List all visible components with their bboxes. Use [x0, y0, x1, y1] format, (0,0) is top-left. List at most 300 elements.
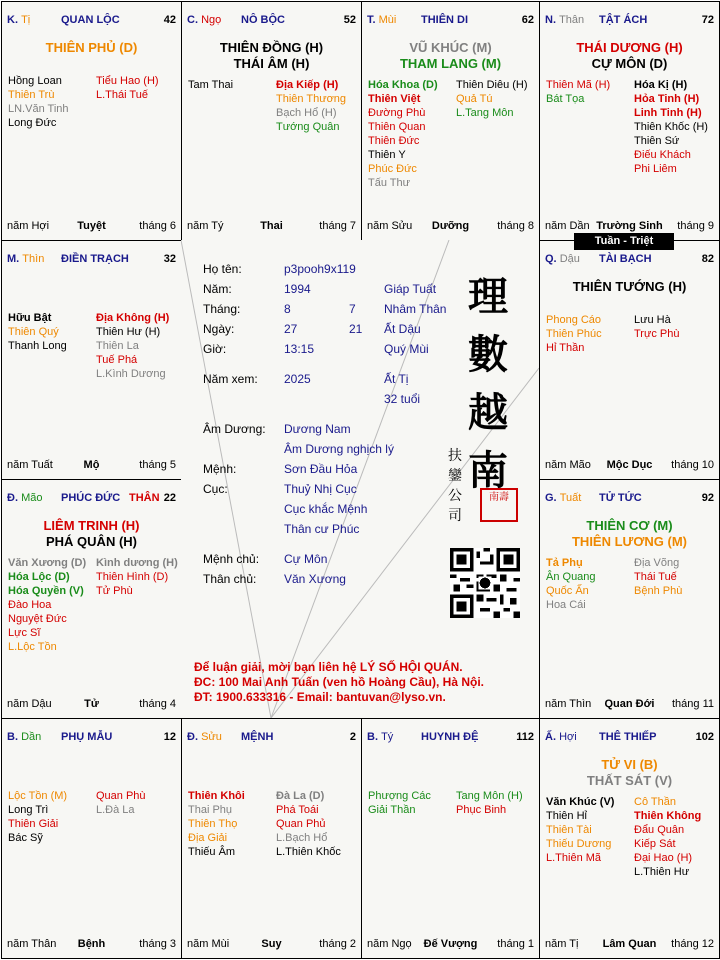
minor-star: Thiên Việt	[368, 93, 421, 105]
ngay-label: Ngày:	[203, 322, 235, 336]
amduong-label: Âm Dương:	[203, 422, 266, 436]
minor-star: Quốc Ấn	[546, 585, 589, 597]
minor-star: Ân Quang	[546, 571, 596, 583]
branch-label	[545, 253, 580, 265]
palace-tu-tuc[interactable]	[539, 479, 720, 719]
main-stars	[2, 40, 181, 56]
cuc-value: Thuỷ Nhị Cục	[284, 482, 357, 496]
palace-name: PHỤ MẪU	[61, 731, 113, 743]
thang-value: 8	[284, 302, 291, 316]
minor-star: Thiên Phúc	[546, 328, 602, 340]
minor-star: Thiếu Âm	[188, 846, 236, 858]
minor-star: Hỏa Tinh (H)	[634, 93, 700, 105]
menhchu-value: Cự Môn	[284, 552, 328, 566]
palace-footer	[7, 938, 176, 952]
ho-ten-value: p3pooh9x119	[284, 262, 356, 276]
branch-label	[545, 492, 581, 504]
minor-star: Phượng Các	[368, 790, 431, 802]
minor-star: Quan Phủ	[276, 818, 326, 830]
life-stage: Dưỡng	[431, 220, 470, 232]
main-stars	[540, 279, 719, 295]
minor-star: Thiên Khốc (H)	[634, 121, 708, 133]
thang-can-chi: Nhâm Thân	[384, 302, 447, 316]
thang-am-value: 7	[349, 302, 356, 316]
minor-star: Hữu Bật	[8, 312, 52, 324]
minor-star: L.Thiên Hư	[634, 866, 690, 878]
cuc-label: Cục:	[203, 482, 228, 496]
minor-star: Thiên Quan	[368, 121, 426, 133]
tuan-triet-marker: Tuần - Triệt	[574, 233, 674, 250]
seal-text: 南壽	[489, 492, 509, 503]
minor-star: L.Lộc Tồn	[8, 641, 57, 653]
minor-star: Quả Tú	[456, 93, 493, 105]
palace-name: QUAN LỘC	[61, 14, 120, 26]
minor-star: Nguyệt Đức	[8, 613, 67, 625]
minor-stars-left	[8, 789, 67, 845]
life-stage: Quan Đới	[604, 698, 655, 710]
palace-footer	[7, 220, 176, 234]
than-marker: THÂN	[129, 492, 160, 504]
namxem-label: Năm xem:	[203, 372, 258, 386]
branch-label	[7, 492, 42, 504]
branch-label	[7, 14, 30, 26]
month-label: tháng 5	[139, 459, 176, 471]
minor-stars-right	[456, 789, 523, 817]
year-label: năm Mùi	[187, 938, 230, 950]
menh-value: Sơn Đầu Hỏa	[284, 462, 358, 476]
main-star: THIÊN PHỦ (D)	[45, 40, 138, 55]
palace-header	[7, 731, 176, 747]
palace-header	[545, 492, 714, 508]
minor-star: Phúc Đức	[368, 163, 417, 175]
minor-star: L.Thiên Khốc	[276, 846, 341, 858]
branch-element: Mão	[21, 492, 43, 504]
main-star: THÁI DƯƠNG (H)	[576, 40, 683, 55]
branch-code: M.	[7, 253, 20, 265]
nam-value: 1994	[284, 282, 311, 296]
minor-star: Thiên Thọ	[188, 818, 238, 830]
minor-star: Thiên Y	[368, 149, 406, 161]
month-label: tháng 4	[139, 698, 176, 710]
menhchu-label: Mệnh chủ:	[203, 552, 260, 566]
branch-element: Dậu	[559, 253, 580, 265]
minor-star: LN.Văn Tinh	[8, 103, 69, 115]
branch-label	[7, 253, 44, 265]
palace-number: 112	[516, 731, 534, 743]
branch-label	[187, 731, 222, 743]
main-star: THAM LANG (M)	[399, 56, 502, 71]
palace-header	[7, 253, 176, 269]
palace-footer	[545, 459, 714, 473]
minor-star: Trực Phù	[634, 328, 680, 340]
month-label: tháng 3	[139, 938, 176, 950]
minor-star: Văn Xương (D)	[8, 557, 87, 569]
contact-phone-email: ĐT: 1900.633316 - Email: bantuvan@lyso.vn.	[194, 690, 446, 704]
minor-star: Thiên Thương	[276, 93, 347, 105]
minor-star: Bát Tọa	[546, 93, 585, 105]
palace-quan-loc[interactable]	[1, 1, 182, 241]
minor-star: Phi Liêm	[634, 163, 677, 175]
palace-footer	[545, 698, 714, 712]
branch-element: Tuất	[559, 492, 582, 504]
month-label: tháng 8	[497, 220, 534, 232]
year-label: năm Mão	[545, 459, 591, 471]
minor-star: Hồng Loan	[8, 75, 62, 87]
minor-star: Thiên Đức	[368, 135, 420, 147]
contact-address: ĐC: 100 Mai Anh Tuấn (ven hồ Hoàng Cầu), Hà Nội.	[194, 675, 485, 689]
minor-stars-right	[634, 556, 682, 598]
main-stars	[362, 40, 539, 72]
life-stage: Suy	[261, 938, 282, 950]
palace-no-boc[interactable]	[181, 1, 362, 241]
month-label: tháng 1	[497, 938, 534, 950]
minor-stars-right	[96, 556, 178, 598]
branch-code: B.	[7, 731, 18, 743]
main-star: VŨ KHÚC (M)	[409, 40, 492, 55]
palace-phu-mau[interactable]	[1, 718, 182, 959]
menh-label: Mệnh:	[203, 462, 237, 476]
year-label: năm Thìn	[545, 698, 592, 710]
minor-star: Phục Binh	[456, 804, 507, 816]
branch-element: Sửu	[201, 731, 222, 743]
year-label: năm Tý	[187, 220, 224, 232]
minor-star: Địa Không (H)	[96, 312, 170, 324]
branch-element: Hợi	[559, 731, 577, 743]
year-label: năm Tuất	[7, 459, 53, 471]
minor-star: Thiên Khôi	[188, 790, 245, 802]
life-stage: Đế Vượng	[423, 938, 478, 950]
branch-code: Ấ.	[545, 731, 556, 743]
palace-number: 82	[701, 253, 714, 265]
branch-element: Thìn	[22, 253, 45, 265]
life-stage: Trường Sinh	[596, 220, 663, 232]
minor-stars-left	[546, 313, 602, 355]
minor-star: Thiên Quý	[8, 326, 59, 338]
life-stage: Mộ	[83, 459, 100, 471]
life-stage: Mộc Dục	[606, 459, 653, 471]
palace-header	[545, 253, 714, 269]
palace-name: MỆNH	[241, 731, 274, 743]
month-label: tháng 12	[671, 938, 714, 950]
minor-star: Phá Toái	[276, 804, 319, 816]
nam-label: Năm:	[203, 282, 232, 296]
main-star: THIÊN CƠ (M)	[586, 518, 673, 533]
year-label: năm Tị	[545, 938, 579, 950]
palace-footer	[545, 938, 714, 952]
minor-star: Hóa Khoa (D)	[368, 79, 438, 91]
main-star: PHÁ QUÂN (H)	[46, 534, 137, 549]
minor-star: Tuế Phá	[96, 354, 138, 366]
palace-footer	[187, 938, 356, 952]
palace-footer	[187, 220, 356, 234]
palace-number: 102	[695, 731, 714, 743]
palace-header	[187, 731, 356, 747]
branch-element: Dần	[21, 731, 42, 743]
palace-name: PHÚC ĐỨC	[61, 492, 121, 504]
gio-label: Giờ:	[203, 342, 227, 356]
year-label: năm Dậu	[7, 698, 52, 710]
minor-star: L.Thái Tuế	[96, 89, 148, 101]
palace-header	[187, 14, 356, 30]
palace-header	[7, 14, 176, 30]
logo-big-text: 理數越南	[468, 273, 508, 494]
branch-element: Thân	[559, 14, 585, 26]
minor-stars-left	[546, 556, 596, 612]
minor-star: Thiên La	[96, 340, 139, 352]
minor-star: L.Tang Môn	[456, 107, 514, 119]
palace-phuc-duc[interactable]	[1, 479, 182, 719]
minor-stars-right	[96, 789, 146, 817]
year-label: năm Sửu	[367, 220, 413, 232]
main-star: CỰ MÔN (D)	[591, 56, 668, 71]
minor-star: Thiên Trù	[8, 89, 55, 101]
gio-value: 13:15	[284, 342, 315, 356]
minor-star: Tả Phụ	[546, 557, 583, 569]
palace-the-thiep[interactable]	[539, 718, 720, 959]
month-label: tháng 7	[319, 220, 356, 232]
palace-name: THÊ THIẾP	[599, 731, 657, 743]
minor-stars-left	[188, 789, 245, 859]
ngay-can-chi: Ất Dậu	[384, 322, 421, 336]
branch-label	[367, 731, 393, 743]
minor-star: Thiên Hỉ	[546, 810, 587, 822]
palace-number: 62	[521, 14, 534, 26]
main-star: TỬ VI (B)	[601, 757, 658, 772]
branch-element: Ngọ	[201, 14, 222, 26]
month-label: tháng 9	[677, 220, 714, 232]
minor-stars-right	[634, 795, 701, 879]
palace-footer	[367, 220, 534, 234]
minor-star: Thiếu Dương	[546, 838, 612, 850]
minor-stars-left	[8, 556, 86, 654]
minor-star: L.Đà La	[96, 804, 135, 816]
month-label: tháng 11	[671, 698, 714, 710]
minor-star: Địa Kiếp (H)	[276, 79, 339, 91]
minor-star: Thanh Long	[8, 340, 67, 352]
branch-label	[545, 14, 584, 26]
branch-code: Q.	[545, 253, 557, 265]
minor-star: Thiên Hình (D)	[96, 571, 169, 583]
qr-code-icon[interactable]	[450, 548, 520, 618]
branch-element: Tý	[381, 731, 394, 743]
tuoi-value: 32 tuổi	[384, 392, 421, 406]
minor-star: Tang Môn (H)	[456, 790, 523, 802]
minor-star: Đường Phù	[368, 107, 426, 119]
minor-star: Thai Phụ	[188, 804, 233, 816]
minor-star: Kình dương (H)	[96, 557, 178, 569]
minor-star: Thiên Tài	[546, 824, 592, 836]
red-seal-stamp	[480, 488, 518, 522]
ngay-value: 27	[284, 322, 298, 336]
minor-star: Phong Cáo	[546, 314, 602, 326]
contact-line-1: Để luận giải, mời bạn liên hệ LÝ SỐ HỘI QUÁN.	[194, 660, 463, 674]
minor-star: Long Trì	[8, 804, 49, 816]
minor-star: Địa Giải	[188, 832, 228, 844]
branch-code: T.	[367, 14, 376, 26]
branch-label	[367, 14, 396, 26]
minor-star: Điếu Khách	[634, 149, 691, 161]
palace-name: NÔ BỘC	[241, 14, 285, 26]
minor-star: Hóa Lộc (D)	[8, 571, 70, 583]
life-stage: Bệnh	[77, 938, 106, 950]
main-star: THIÊN ĐỒNG (H)	[219, 40, 324, 55]
palace-tat-ach[interactable]	[539, 1, 720, 241]
minor-star: Đẩu Quân	[634, 824, 685, 836]
branch-code: G.	[545, 492, 557, 504]
minor-star: Đào Hoa	[8, 599, 52, 611]
minor-star: Long Đức	[8, 117, 57, 129]
minor-stars-right	[276, 78, 346, 134]
palace-dien-trach[interactable]	[1, 240, 182, 480]
gio-can-chi: Quý Mùi	[384, 342, 429, 356]
main-star: THẤT SÁT (V)	[586, 773, 673, 788]
main-star: LIÊM TRINH (H)	[43, 518, 140, 533]
palace-name: HUYNH ĐỆ	[421, 731, 479, 743]
palace-name: THIÊN DI	[421, 14, 469, 26]
minor-stars-right	[96, 311, 169, 381]
minor-stars-right	[634, 78, 708, 176]
palace-huynh-de[interactable]	[361, 718, 540, 959]
minor-star: L.Thiên Mã	[546, 852, 602, 864]
palace-menh[interactable]	[181, 718, 362, 959]
minor-stars-right	[276, 789, 341, 859]
minor-star: Thiên Mã (H)	[546, 79, 611, 91]
month-label: tháng 6	[139, 220, 176, 232]
minor-star: Bác Sỹ	[8, 832, 43, 844]
minor-star: Lộc Tồn (M)	[8, 790, 68, 802]
minor-star: Hóa Kị (H)	[634, 79, 688, 91]
ngay-am-value: 21	[349, 322, 363, 336]
main-star: THIÊN TƯỚNG (H)	[572, 279, 687, 294]
minor-star: Bệnh Phù	[634, 585, 683, 597]
branch-label	[187, 14, 221, 26]
palace-header	[7, 492, 176, 508]
palace-number: 52	[343, 14, 356, 26]
minor-stars-left	[8, 74, 69, 130]
branch-element: Tị	[21, 14, 31, 26]
minor-star: Hóa Quyền (V)	[8, 585, 84, 597]
minor-star: Địa Võng	[634, 557, 680, 569]
minor-star: Tiểu Hao (H)	[96, 75, 159, 87]
minor-star: Thái Tuế	[634, 571, 677, 583]
cuc-note-2: Thân cư Phúc	[284, 522, 360, 536]
palace-number: 22	[163, 492, 176, 504]
minor-stars-left	[188, 78, 233, 92]
namxem-value: 2025	[284, 372, 311, 386]
main-star: THÁI ÂM (H)	[233, 56, 310, 71]
palace-tai-bach[interactable]	[539, 240, 720, 480]
main-stars	[182, 40, 361, 72]
minor-stars-left	[546, 795, 614, 865]
minor-star: Lưu Hà	[634, 314, 671, 326]
minor-star: Kiếp Sát	[634, 838, 676, 850]
minor-star: Thiên Sứ	[634, 135, 680, 147]
minor-stars-left	[368, 78, 438, 190]
minor-stars-right	[96, 74, 159, 102]
ho-ten-label: Họ tên:	[203, 262, 242, 276]
palace-number: 92	[701, 492, 714, 504]
amduong-note: Âm Dương nghịch lý	[284, 442, 394, 456]
thanchu-value: Văn Xương	[284, 572, 346, 586]
year-label: năm Hợi	[7, 220, 50, 232]
palace-number: 2	[349, 731, 356, 743]
palace-footer	[545, 220, 714, 234]
palace-name: TÀI BẠCH	[599, 253, 652, 265]
palace-number: 72	[701, 14, 714, 26]
life-stage: Tử	[84, 698, 99, 710]
minor-star: Linh Tinh (H)	[634, 107, 702, 119]
palace-name: TỬ TỨC	[599, 492, 642, 504]
minor-stars-right	[634, 313, 679, 341]
minor-star: Cô Thần	[634, 796, 676, 808]
branch-code: Đ.	[7, 492, 18, 504]
palace-footer	[7, 698, 176, 712]
palace-number: 42	[163, 14, 176, 26]
branch-code: K.	[7, 14, 18, 26]
branch-code: B.	[367, 731, 378, 743]
minor-star: Bạch Hổ (H)	[276, 107, 337, 119]
minor-star: Đà La (D)	[276, 790, 325, 802]
minor-stars-left	[546, 78, 610, 106]
minor-star: Tướng Quân	[276, 121, 340, 133]
month-label: tháng 10	[671, 459, 714, 471]
palace-thien-di[interactable]	[361, 1, 540, 241]
palace-number: 32	[163, 253, 176, 265]
namxem-can-chi: Ất Tị	[384, 372, 409, 386]
palace-name: TẬT ÁCH	[599, 14, 648, 26]
thang-label: Tháng:	[203, 302, 241, 316]
minor-star: Lực Sĩ	[8, 627, 41, 639]
palace-footer	[7, 459, 176, 473]
minor-star: Quan Phù	[96, 790, 146, 802]
minor-star: Thiên Giải	[8, 818, 59, 830]
palace-number: 12	[163, 731, 176, 743]
main-stars	[540, 757, 719, 789]
cuc-note-1: Cục khắc Mệnh	[284, 502, 368, 516]
main-stars	[2, 518, 181, 550]
life-stage: Tuyệt	[77, 220, 106, 232]
minor-star: Hoa Cái	[546, 599, 586, 611]
amduong-value: Dương Nam	[284, 422, 351, 436]
branch-label	[7, 731, 41, 743]
minor-star: Văn Khúc (V)	[546, 796, 615, 808]
minor-star: Thiên Diêu (H)	[456, 79, 528, 91]
year-label: năm Thân	[7, 938, 57, 950]
palace-name: ĐIỀN TRẠCH	[61, 253, 129, 265]
minor-star: Đại Hao (H)	[634, 852, 693, 864]
branch-code: N.	[545, 14, 556, 26]
minor-star: Giải Thần	[368, 804, 416, 816]
branch-element: Mùi	[378, 14, 397, 26]
month-label: tháng 2	[319, 938, 356, 950]
minor-star: Thiên Hư (H)	[96, 326, 161, 338]
minor-star: Tử Phù	[96, 585, 133, 597]
year-label: năm Ngọ	[367, 938, 412, 950]
life-stage: Thai	[260, 220, 283, 232]
thanchu-label: Thân chủ:	[203, 572, 257, 586]
minor-star: Tấu Thư	[368, 177, 411, 189]
year-label: năm Dần	[545, 220, 590, 232]
nam-can-chi: Giáp Tuất	[384, 282, 437, 296]
minor-star: L.Bạch Hổ	[276, 832, 328, 844]
minor-star: Thiên Không	[634, 810, 702, 822]
branch-label	[545, 731, 577, 743]
minor-star: Hỉ Thần	[546, 342, 585, 354]
branch-code: C.	[187, 14, 198, 26]
minor-star: Tam Thai	[188, 79, 234, 91]
life-stage: Lâm Quan	[602, 938, 657, 950]
palace-header	[545, 14, 714, 30]
